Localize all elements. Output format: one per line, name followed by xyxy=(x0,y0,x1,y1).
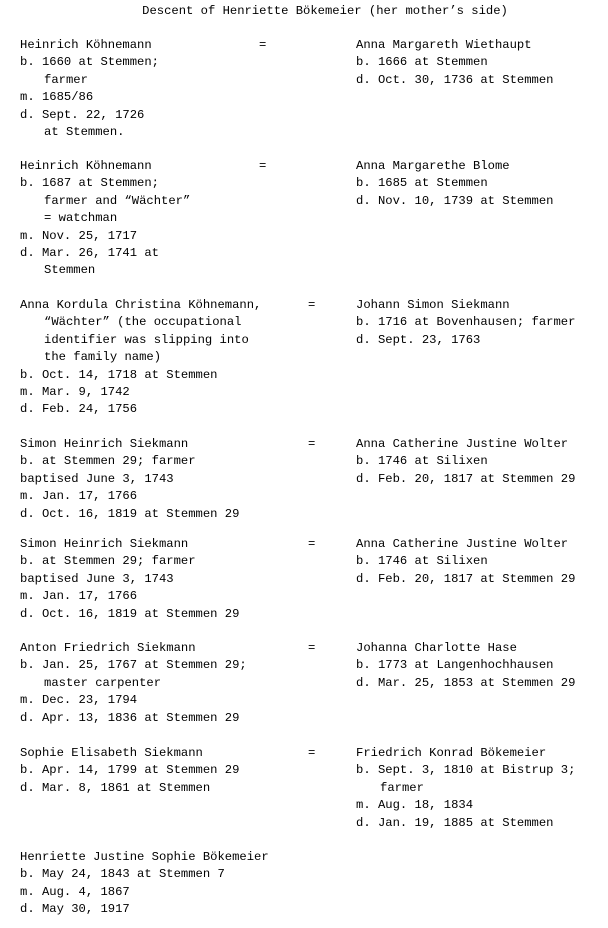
person-detail: m. Nov. 25, 1717 xyxy=(20,228,138,243)
person-detail: b. at Stemmen 29; farmer xyxy=(20,454,196,469)
person-detail: Stemmen xyxy=(44,263,96,278)
person-name: Henriette Justine Sophie Bökemeier xyxy=(20,850,269,864)
person-detail: master carpenter xyxy=(44,675,162,690)
person-name: Heinrich Köhnemann xyxy=(20,159,152,173)
person-detail: d. Sept. 22, 1726 xyxy=(20,107,145,122)
person-detail: d. Apr. 13, 1836 at Stemmen 29 xyxy=(20,710,240,725)
marriage-equals-sign: = xyxy=(308,437,316,451)
person-name: Johann Simon Siekmann xyxy=(356,298,510,312)
person-detail: d. Feb. 24, 1756 xyxy=(20,402,138,417)
marriage-equals-sign: = xyxy=(308,537,316,551)
person-detail: d. May 30, 1917 xyxy=(20,902,130,917)
person-detail: baptised June 3, 1743 xyxy=(20,571,174,586)
spouse-entry-right xyxy=(356,158,553,210)
marriage-equals-sign: = xyxy=(259,38,267,52)
person-detail: b. May 24, 1843 at Stemmen 7 xyxy=(20,867,225,882)
marriage-equals-sign: = xyxy=(308,641,316,655)
spouse-entry-right xyxy=(356,37,553,89)
marriage-equals-sign: = xyxy=(259,159,267,173)
person-detail: b. at Stemmen 29; farmer xyxy=(20,554,196,569)
person-detail: “Wächter” (the occupational xyxy=(44,315,242,330)
person-detail: b. 1716 at Bovenhausen; farmer xyxy=(356,315,576,330)
person-detail: d. Oct. 16, 1819 at Stemmen 29 xyxy=(20,606,240,621)
person-detail: farmer and “Wächter” xyxy=(44,193,191,208)
person-name: Simon Heinrich Siekmann xyxy=(20,537,189,551)
document-title: Descent of Henriette Bökemeier (her mother’s side) xyxy=(142,4,508,18)
spouse-entry-right xyxy=(356,745,575,832)
marriage-equals-sign: = xyxy=(308,746,316,760)
person-detail: b. 1687 at Stemmen; xyxy=(20,176,159,191)
person-entry-left xyxy=(20,158,190,280)
person-detail: m. Mar. 9, 1742 xyxy=(20,384,130,399)
person-detail: b. 1746 at Silixen xyxy=(356,554,488,569)
person-entry-left xyxy=(20,536,239,623)
person-detail: d. Sept. 23, 1763 xyxy=(356,332,481,347)
person-detail: b. 1660 at Stemmen; xyxy=(20,55,159,70)
person-detail: the family name) xyxy=(44,350,162,365)
spouse-entry-right xyxy=(356,297,575,349)
person-detail: d. Oct. 30, 1736 at Stemmen xyxy=(356,72,554,87)
person-detail: = watchman xyxy=(44,211,118,226)
person-detail: m. Jan. 17, 1766 xyxy=(20,589,138,604)
person-name: Heinrich Köhnemann xyxy=(20,38,152,52)
person-detail: m. Aug. 18, 1834 xyxy=(356,798,474,813)
person-detail: b. Jan. 25, 1767 at Stemmen 29; xyxy=(20,658,247,673)
person-detail: b. 1685 at Stemmen xyxy=(356,176,488,191)
person-name: Anna Margareth Wiethaupt xyxy=(356,38,532,52)
person-name: Anna Kordula Christina Köhnemann, xyxy=(20,298,262,312)
person-detail: m. 1685/86 xyxy=(20,90,94,105)
person-name: Friedrich Konrad Bökemeier xyxy=(356,746,547,760)
person-name: Simon Heinrich Siekmann xyxy=(20,437,189,451)
person-entry-left xyxy=(20,849,269,919)
person-detail: d. Feb. 20, 1817 at Stemmen 29 xyxy=(356,471,576,486)
person-detail: b. Sept. 3, 1810 at Bistrup 3; xyxy=(356,763,576,778)
spouse-entry-right xyxy=(356,436,575,488)
person-name: Anton Friedrich Siekmann xyxy=(20,641,196,655)
person-detail: farmer xyxy=(380,780,424,795)
person-detail: b. Apr. 14, 1799 at Stemmen 29 xyxy=(20,763,240,778)
person-detail: farmer xyxy=(44,72,88,87)
person-detail: baptised June 3, 1743 xyxy=(20,471,174,486)
person-detail: m. Aug. 4, 1867 xyxy=(20,884,130,899)
person-entry-left xyxy=(20,745,239,797)
person-detail: m. Jan. 17, 1766 xyxy=(20,489,138,504)
spouse-entry-right xyxy=(356,536,575,588)
person-detail: b. Oct. 14, 1718 at Stemmen xyxy=(20,367,218,382)
person-detail: d. Mar. 8, 1861 at Stemmen xyxy=(20,780,211,795)
person-name: Anna Margarethe Blome xyxy=(356,159,510,173)
person-entry-left xyxy=(20,640,247,727)
person-detail: b. 1773 at Langenhochhausen xyxy=(356,658,554,673)
person-detail: d. Jan. 19, 1885 at Stemmen xyxy=(356,815,554,830)
person-detail: m. Dec. 23, 1794 xyxy=(20,693,138,708)
person-detail: d. Oct. 16, 1819 at Stemmen 29 xyxy=(20,506,240,521)
person-name: Anna Catherine Justine Wolter xyxy=(356,437,569,451)
person-detail: identifier was slipping into xyxy=(44,332,249,347)
person-name: Sophie Elisabeth Siekmann xyxy=(20,746,203,760)
person-detail: at Stemmen. xyxy=(44,124,125,139)
person-entry-left xyxy=(20,297,261,419)
person-detail: d. Mar. 26, 1741 at xyxy=(20,245,159,260)
person-entry-left xyxy=(20,436,239,523)
person-detail: b. 1746 at Silixen xyxy=(356,454,488,469)
person-entry-left xyxy=(20,37,159,141)
person-name: Anna Catherine Justine Wolter xyxy=(356,537,569,551)
person-detail: d. Nov. 10, 1739 at Stemmen xyxy=(356,193,554,208)
spouse-entry-right xyxy=(356,640,575,692)
person-detail: d. Feb. 20, 1817 at Stemmen 29 xyxy=(356,571,576,586)
person-name: Johanna Charlotte Hase xyxy=(356,641,517,655)
marriage-equals-sign: = xyxy=(308,298,316,312)
person-detail: b. 1666 at Stemmen xyxy=(356,55,488,70)
person-detail: d. Mar. 25, 1853 at Stemmen 29 xyxy=(356,675,576,690)
